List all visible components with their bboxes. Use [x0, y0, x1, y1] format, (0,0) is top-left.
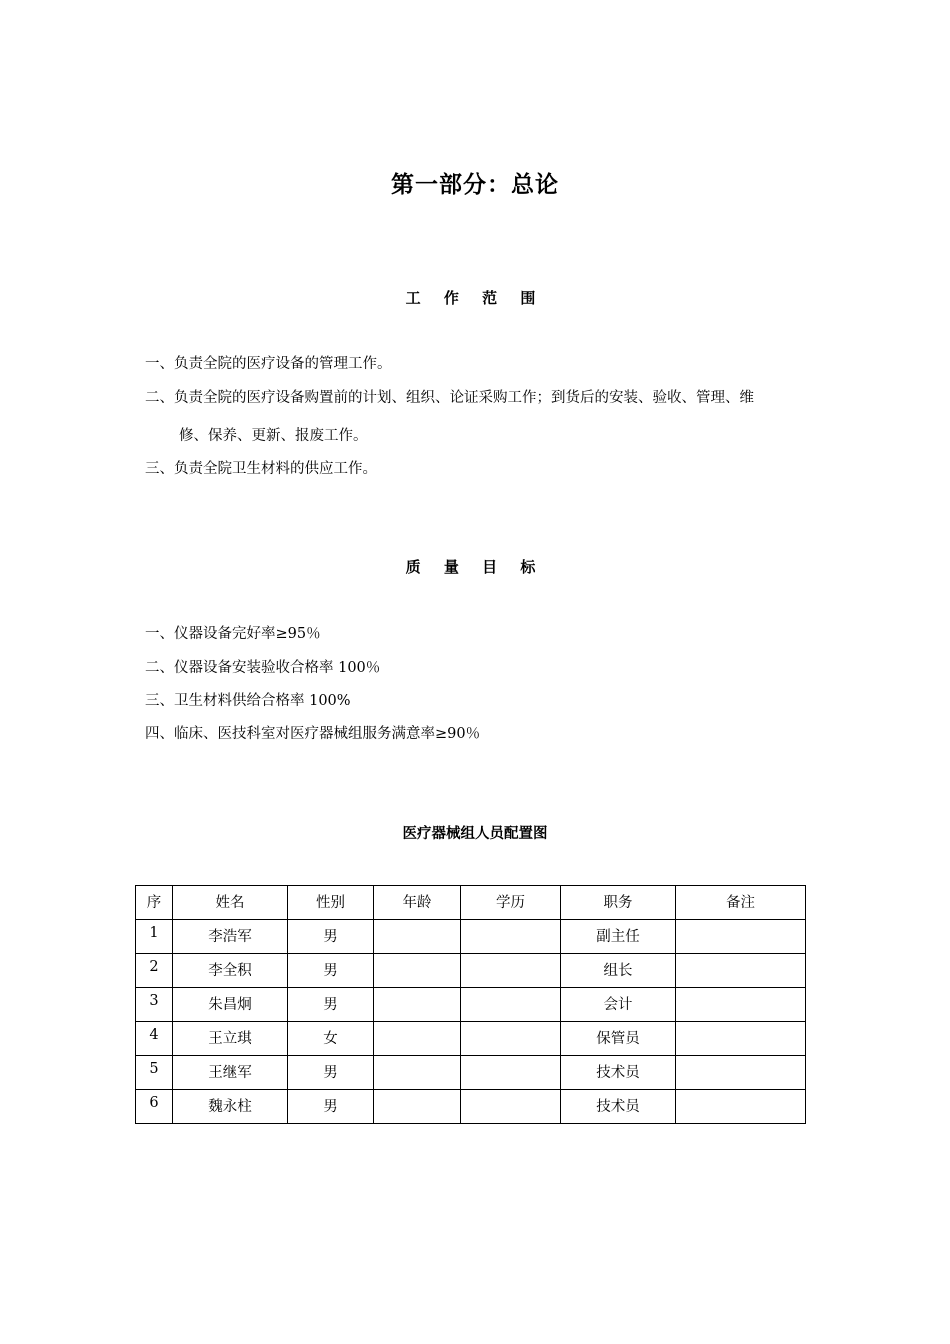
table-row — [136, 988, 806, 1022]
cell-position: 技术员 — [561, 1090, 676, 1124]
cell-age — [374, 954, 461, 988]
cell-education — [461, 1022, 561, 1056]
header-index: 序 — [136, 886, 173, 920]
cell-gender: 男 — [288, 954, 374, 988]
cell-position: 会计 — [561, 988, 676, 1022]
scope-item-1: 一、负责全院的医疗设备的管理工作。 — [145, 356, 392, 372]
table-row — [136, 920, 806, 954]
quality-item-1: 一、仪器设备完好率≥95％ — [145, 626, 321, 642]
quality-item-4: 四、临床、医技科室对医疗器械组服务满意率≥90％ — [145, 726, 481, 742]
cell-education — [461, 988, 561, 1022]
cell-age — [374, 988, 461, 1022]
header-position: 职务 — [561, 886, 676, 920]
quality-item-3: 三、卫生材料供给合格率 100% — [145, 693, 351, 709]
cell-index: 3 — [136, 988, 173, 1022]
scope-heading: 工 作 范 围 — [405, 289, 545, 307]
cell-age — [374, 1022, 461, 1056]
cell-gender: 男 — [288, 1090, 374, 1124]
header-age: 年龄 — [374, 886, 461, 920]
cell-name: 朱昌炯 — [173, 988, 288, 1022]
cell-education — [461, 1056, 561, 1090]
cell-position: 组长 — [561, 954, 676, 988]
cell-education — [461, 954, 561, 988]
cell-index: 1 — [136, 920, 173, 954]
table-row — [136, 1056, 806, 1090]
cell-index: 4 — [136, 1022, 173, 1056]
scope-item-3: 三、负责全院卫生材料的供应工作。 — [145, 461, 377, 477]
scope-item-2: 二、负责全院的医疗设备购置前的计划、组织、论证采购工作；到货后的安装、验收、管理、维 — [145, 390, 754, 406]
table-row — [136, 1022, 806, 1056]
cell-education — [461, 920, 561, 954]
table-row — [136, 954, 806, 988]
cell-remarks — [676, 1090, 806, 1124]
cell-position: 保管员 — [561, 1022, 676, 1056]
table-row — [136, 1090, 806, 1124]
header-education: 学历 — [461, 886, 561, 920]
header-name: 姓名 — [173, 886, 288, 920]
scope-item-2-continued: 修、保养、更新、报废工作。 — [179, 428, 368, 444]
header-remarks: 备注 — [676, 886, 806, 920]
cell-name: 王立琪 — [173, 1022, 288, 1056]
staff-table-title: 医疗器械组人员配置图 — [402, 826, 548, 842]
cell-index: 5 — [136, 1056, 173, 1090]
cell-gender: 男 — [288, 920, 374, 954]
cell-age — [374, 1090, 461, 1124]
cell-education — [461, 1090, 561, 1124]
cell-age — [374, 920, 461, 954]
cell-index: 6 — [136, 1090, 173, 1124]
staff-table — [135, 885, 806, 1124]
cell-remarks — [676, 1022, 806, 1056]
cell-gender: 男 — [288, 1056, 374, 1090]
quality-item-2: 二、仪器设备安装验收合格率 100％ — [145, 660, 381, 676]
header-gender: 性别 — [288, 886, 374, 920]
quality-heading: 质 量 目 标 — [405, 558, 545, 576]
cell-remarks — [676, 988, 806, 1022]
cell-name: 魏永柱 — [173, 1090, 288, 1124]
page-title: 第一部分：总论 — [391, 172, 559, 198]
cell-index: 2 — [136, 954, 173, 988]
cell-age — [374, 1056, 461, 1090]
cell-position: 技术员 — [561, 1056, 676, 1090]
cell-remarks — [676, 954, 806, 988]
cell-name: 李全积 — [173, 954, 288, 988]
cell-gender: 女 — [288, 1022, 374, 1056]
cell-remarks — [676, 920, 806, 954]
cell-gender: 男 — [288, 988, 374, 1022]
cell-position: 副主任 — [561, 920, 676, 954]
cell-remarks — [676, 1056, 806, 1090]
cell-name: 王继军 — [173, 1056, 288, 1090]
cell-name: 李浩军 — [173, 920, 288, 954]
table-header-row — [136, 886, 806, 920]
